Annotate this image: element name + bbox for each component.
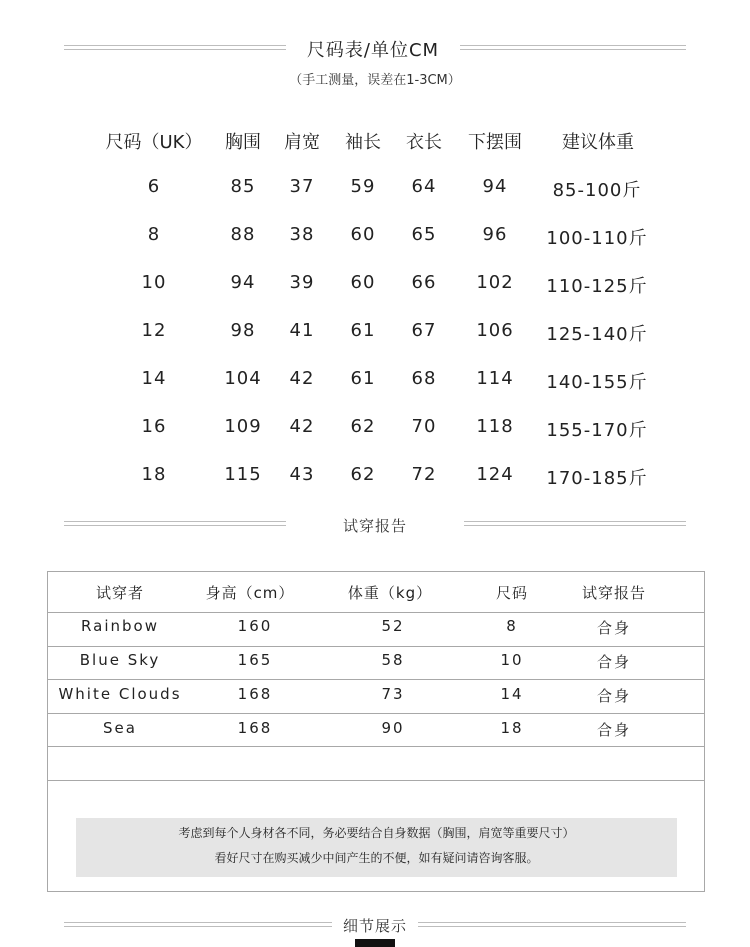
shoulder-value: 37: [289, 176, 315, 197]
size-value: 18: [141, 464, 167, 485]
title-rule-left: [64, 45, 286, 50]
table-divider: [47, 746, 705, 747]
sleeve-value: 61: [350, 320, 376, 341]
length-value: 67: [411, 320, 437, 341]
tester-size: 8: [506, 617, 518, 635]
length-value: 72: [411, 464, 437, 485]
header-chest: 胸围: [225, 132, 261, 153]
section-rule-right: [464, 521, 686, 526]
weight-value: 170-185斤: [546, 468, 648, 489]
tester-report: 合身: [596, 653, 631, 671]
tester-name: Blue Sky: [79, 651, 161, 669]
chest-value: 115: [224, 464, 262, 485]
header-report: 试穿报告: [581, 584, 646, 602]
length-value: 65: [411, 224, 437, 245]
header-height: 身高（cm）: [205, 584, 295, 602]
hem-value: 106: [476, 320, 514, 341]
header-length: 衣长: [406, 132, 442, 153]
sleeve-value: 60: [350, 272, 376, 293]
tester-height: 165: [237, 651, 273, 669]
hem-value: 102: [476, 272, 514, 293]
weight-value: 110-125斤: [546, 276, 648, 297]
hem-value: 118: [476, 416, 514, 437]
tester-report: 合身: [596, 619, 631, 637]
table-divider: [47, 646, 705, 647]
weight-value: 125-140斤: [546, 324, 648, 345]
header-body-weight: 体重（kg）: [347, 584, 433, 602]
table-divider: [47, 612, 705, 613]
tester-name: Rainbow: [81, 617, 159, 635]
length-value: 70: [411, 416, 437, 437]
tester-weight: 52: [381, 617, 405, 635]
size-value: 10: [141, 272, 167, 293]
tester-report: 合身: [596, 687, 631, 705]
tester-report: 合身: [596, 721, 631, 739]
chest-value: 85: [230, 176, 256, 197]
weight-value: 140-155斤: [546, 372, 648, 393]
header-size: 尺码: [495, 584, 528, 602]
tester-size: 10: [500, 651, 524, 669]
sleeve-value: 62: [350, 416, 376, 437]
tester-size: 14: [500, 685, 524, 703]
tester-name: Sea: [103, 719, 137, 737]
details-rule-left: [64, 922, 332, 927]
shoulder-value: 43: [289, 464, 315, 485]
header-tester: 试穿者: [95, 584, 144, 602]
size-value: 8: [147, 224, 161, 245]
size-value: 16: [141, 416, 167, 437]
size-value: 6: [147, 176, 161, 197]
sleeve-value: 60: [350, 224, 376, 245]
table-divider: [47, 780, 705, 781]
header-size-uk: 尺码（UK）: [105, 132, 203, 153]
hem-value: 96: [482, 224, 508, 245]
sleeve-value: 62: [350, 464, 376, 485]
length-value: 66: [411, 272, 437, 293]
table-divider: [47, 713, 705, 714]
shoulder-value: 39: [289, 272, 315, 293]
tester-height: 168: [237, 685, 273, 703]
tester-height: 168: [237, 719, 273, 737]
sizing-note: [76, 818, 677, 877]
tester-name: White Clouds: [58, 685, 182, 703]
chest-value: 104: [224, 368, 262, 389]
section-rule-left: [64, 521, 286, 526]
header-sleeve: 袖长: [345, 132, 381, 153]
chest-value: 94: [230, 272, 256, 293]
title-rule-right: [460, 45, 686, 50]
hem-value: 94: [482, 176, 508, 197]
hem-value: 124: [476, 464, 514, 485]
shoulder-value: 38: [289, 224, 315, 245]
size-value: 14: [141, 368, 167, 389]
weight-value: 155-170斤: [546, 420, 648, 441]
chest-value: 88: [230, 224, 256, 245]
shoulder-value: 41: [289, 320, 315, 341]
try-on-title: 试穿报告: [342, 517, 407, 535]
header-weight: 建议体重: [562, 132, 634, 153]
shoulder-value: 42: [289, 416, 315, 437]
length-value: 68: [411, 368, 437, 389]
size-value: 12: [141, 320, 167, 341]
details-rule-right: [418, 922, 686, 927]
shoulder-value: 42: [289, 368, 315, 389]
chest-value: 109: [224, 416, 262, 437]
tester-weight: 58: [381, 651, 405, 669]
table-divider: [47, 679, 705, 680]
tester-size: 18: [500, 719, 524, 737]
size-chart-title: 尺码表/单位CM: [306, 40, 440, 61]
header-hem: 下摆围: [468, 132, 522, 153]
note-line-1: 考虑到每个人身材各不同，务必要结合自身数据（胸围，肩宽等重要尺寸）: [178, 826, 575, 840]
details-title: 细节展示: [342, 917, 407, 935]
tester-height: 160: [237, 617, 273, 635]
hem-value: 114: [476, 368, 514, 389]
chest-value: 98: [230, 320, 256, 341]
weight-value: 100-110斤: [546, 228, 648, 249]
tester-weight: 73: [381, 685, 405, 703]
sleeve-value: 61: [350, 368, 376, 389]
size-chart-subtitle: （手工测量，误差在1-3CM）: [289, 73, 461, 88]
note-line-2: 看好尺寸在购买减少中间产生的不便，如有疑问请咨询客服。: [214, 851, 539, 865]
tester-weight: 90: [381, 719, 405, 737]
header-shoulder: 肩宽: [284, 132, 320, 153]
details-marker: [355, 939, 395, 947]
length-value: 64: [411, 176, 437, 197]
weight-value: 85-100斤: [552, 180, 642, 201]
sleeve-value: 59: [350, 176, 376, 197]
